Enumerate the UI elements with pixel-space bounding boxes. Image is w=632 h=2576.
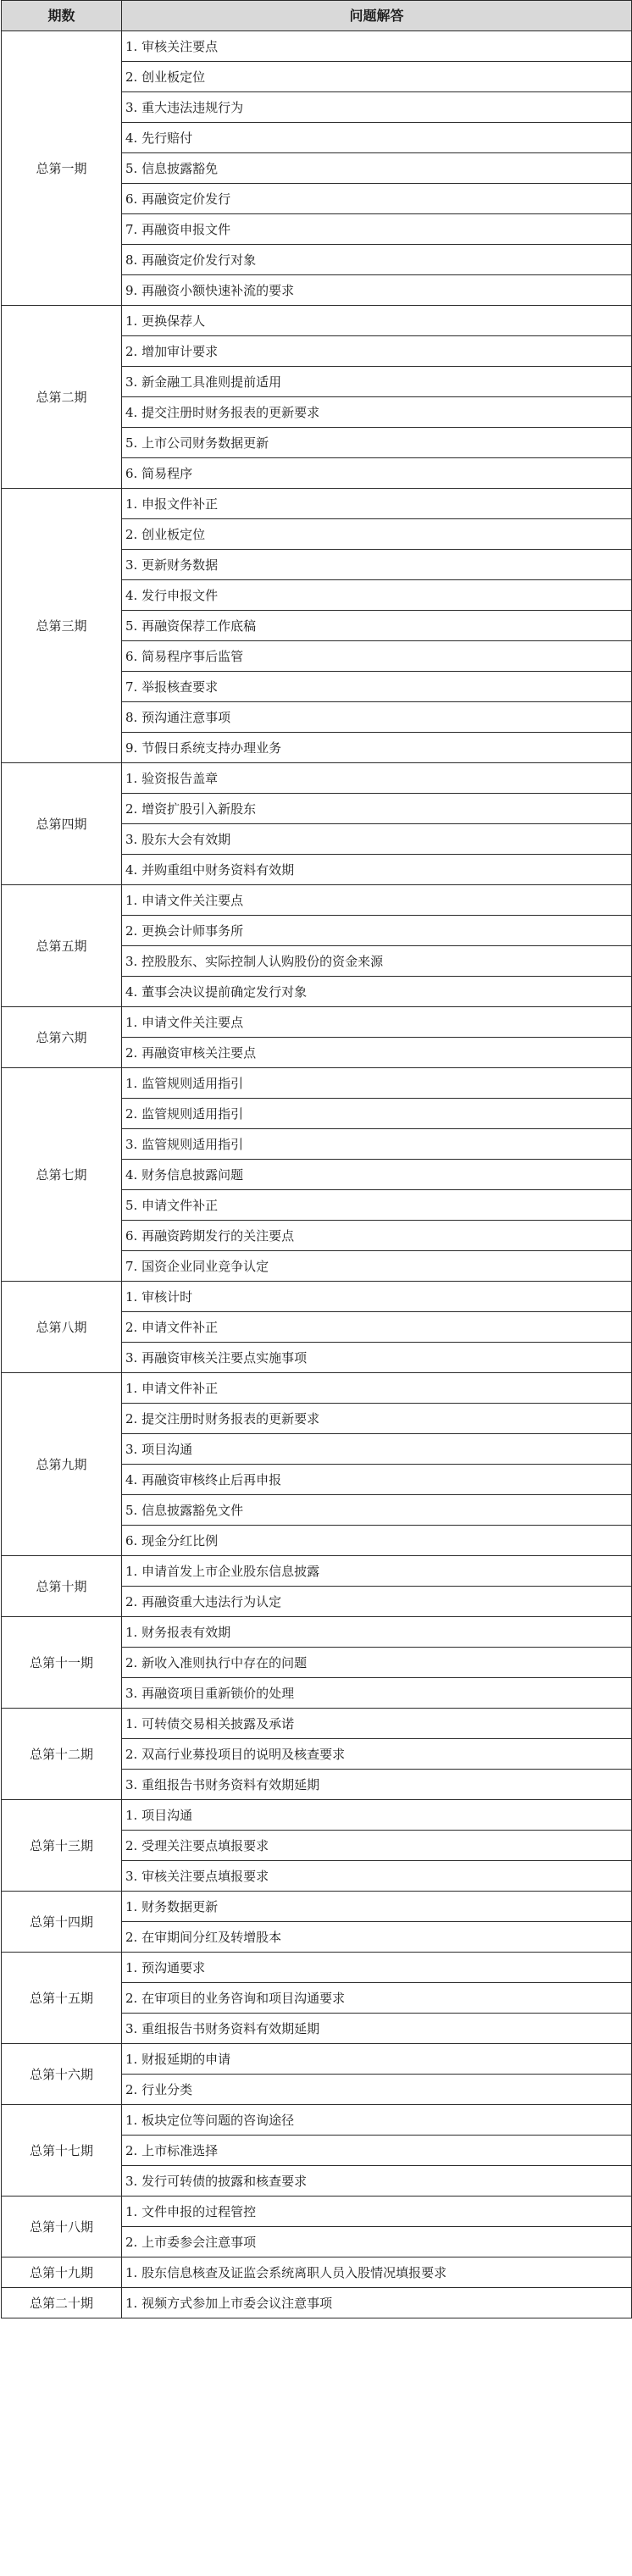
period-cell: 总第十五期 [2, 1953, 122, 2044]
answer-item: 2. 申请文件补正 [122, 1312, 632, 1343]
answer-item: 3. 重组报告书财务资料有效期延期 [122, 2014, 632, 2044]
answer-item: 2. 创业板定位 [122, 519, 632, 550]
answer-item: 3. 监管规则适用指引 [122, 1129, 632, 1160]
answer-item: 7. 国资企业同业竞争认定 [122, 1251, 632, 1282]
answer-item: 2. 受理关注要点填报要求 [122, 1831, 632, 1861]
period-cell: 总第十一期 [2, 1617, 122, 1709]
answer-item: 2. 再融资重大违法行为认定 [122, 1587, 632, 1617]
answer-item: 1. 审核关注要点 [122, 31, 632, 62]
answer-item: 3. 股东大会有效期 [122, 824, 632, 855]
header-row [2, 1, 632, 31]
answer-item: 2. 新收入准则执行中存在的问题 [122, 1648, 632, 1678]
answer-item: 3. 新金融工具准则提前适用 [122, 367, 632, 397]
answer-item: 3. 控股股东、实际控制人认购股份的资金来源 [122, 946, 632, 977]
period-cell: 总第二期 [2, 306, 122, 489]
answer-item: 3. 再融资项目重新锁价的处理 [122, 1678, 632, 1709]
period-cell: 总第十七期 [2, 2105, 122, 2197]
table-row [2, 31, 632, 62]
answer-item: 1. 更换保荐人 [122, 306, 632, 336]
answer-item: 1. 申请首发上市企业股东信息披露 [122, 1556, 632, 1587]
answer-item: 1. 验资报告盖章 [122, 763, 632, 794]
table-row [2, 1953, 632, 1983]
table-row [2, 1373, 632, 1404]
answer-item: 3. 审核关注要点填报要求 [122, 1861, 632, 1892]
answer-item: 1. 股东信息核查及证监会系统离职人员入股情况填报要求 [122, 2257, 632, 2288]
table-row [2, 2044, 632, 2075]
answer-item: 2. 提交注册时财务报表的更新要求 [122, 1404, 632, 1434]
answer-item: 1. 审核计时 [122, 1282, 632, 1312]
answer-item: 1. 申报文件补正 [122, 489, 632, 519]
table-row [2, 763, 632, 794]
answer-item: 2. 创业板定位 [122, 62, 632, 92]
qa-table-body [2, 31, 632, 2318]
answer-item: 2. 监管规则适用指引 [122, 1099, 632, 1129]
table-row [2, 489, 632, 519]
table-row [2, 1892, 632, 1922]
period-cell: 总第七期 [2, 1068, 122, 1282]
answer-item: 2. 增资扩股引入新股东 [122, 794, 632, 824]
answer-item: 1. 财务报表有效期 [122, 1617, 632, 1648]
table-row [2, 2288, 632, 2318]
answer-item: 2. 再融资审核关注要点 [122, 1038, 632, 1068]
table-row [2, 1709, 632, 1739]
answer-item: 4. 再融资审核终止后再申报 [122, 1465, 632, 1495]
header-period: 期数 [2, 1, 122, 31]
answer-item: 1. 板块定位等问题的咨询途径 [122, 2105, 632, 2136]
answer-item: 3. 更新财务数据 [122, 550, 632, 580]
table-row [2, 306, 632, 336]
period-cell: 总第一期 [2, 31, 122, 306]
table-row [2, 1282, 632, 1312]
period-cell: 总第十六期 [2, 2044, 122, 2105]
answer-item: 3. 发行可转债的披露和核查要求 [122, 2166, 632, 2197]
answer-item: 2. 更换会计师事务所 [122, 916, 632, 946]
answer-item: 4. 财务信息披露问题 [122, 1160, 632, 1190]
table-row [2, 1007, 632, 1038]
answer-item: 1. 监管规则适用指引 [122, 1068, 632, 1099]
answer-item: 1. 申请文件关注要点 [122, 885, 632, 916]
period-cell: 总第十四期 [2, 1892, 122, 1953]
answer-item: 5. 上市公司财务数据更新 [122, 428, 632, 458]
period-cell: 总第十三期 [2, 1800, 122, 1892]
answer-item: 4. 董事会决议提前确定发行对象 [122, 977, 632, 1007]
answer-item: 1. 文件申报的过程管控 [122, 2197, 632, 2227]
table-row [2, 2257, 632, 2288]
table-row [2, 2105, 632, 2136]
answer-item: 4. 并购重组中财务资料有效期 [122, 855, 632, 885]
answer-item: 7. 举报核查要求 [122, 672, 632, 702]
answer-item: 6. 再融资定价发行 [122, 184, 632, 214]
period-cell: 总第十九期 [2, 2257, 122, 2288]
table-row [2, 1068, 632, 1099]
answer-item: 3. 重组报告书财务资料有效期延期 [122, 1770, 632, 1800]
answer-item: 1. 视频方式参加上市委会议注意事项 [122, 2288, 632, 2318]
answer-item: 1. 财务数据更新 [122, 1892, 632, 1922]
qa-table [1, 0, 632, 2318]
answer-item: 9. 再融资小额快速补流的要求 [122, 275, 632, 306]
answer-item: 4. 先行赔付 [122, 123, 632, 153]
period-cell: 总第四期 [2, 763, 122, 885]
period-cell: 总第三期 [2, 489, 122, 763]
header-answer: 问题解答 [122, 1, 632, 31]
answer-item: 1. 项目沟通 [122, 1800, 632, 1831]
answer-item: 2. 双高行业募投项目的说明及核查要求 [122, 1739, 632, 1770]
period-cell: 总第十期 [2, 1556, 122, 1617]
answer-item: 6. 现金分红比例 [122, 1526, 632, 1556]
table-row [2, 885, 632, 916]
period-cell: 总第九期 [2, 1373, 122, 1556]
answer-item: 7. 再融资申报文件 [122, 214, 632, 245]
table-row [2, 1556, 632, 1587]
table-row [2, 2197, 632, 2227]
table-row [2, 1800, 632, 1831]
period-cell: 总第十二期 [2, 1709, 122, 1800]
answer-item: 6. 再融资跨期发行的关注要点 [122, 1221, 632, 1251]
answer-item: 5. 信息披露豁免文件 [122, 1495, 632, 1526]
answer-item: 5. 信息披露豁免 [122, 153, 632, 184]
answer-item: 4. 发行申报文件 [122, 580, 632, 611]
answer-item: 2. 增加审计要求 [122, 336, 632, 367]
period-cell: 总第五期 [2, 885, 122, 1007]
period-cell: 总第六期 [2, 1007, 122, 1068]
answer-item: 9. 节假日系统支持办理业务 [122, 733, 632, 763]
answer-item: 1. 预沟通要求 [122, 1953, 632, 1983]
answer-item: 1. 可转债交易相关披露及承诺 [122, 1709, 632, 1739]
table-row [2, 1617, 632, 1648]
answer-item: 2. 上市标准选择 [122, 2136, 632, 2166]
answer-item: 2. 上市委参会注意事项 [122, 2227, 632, 2257]
answer-item: 1. 申请文件补正 [122, 1373, 632, 1404]
answer-item: 1. 财报延期的申请 [122, 2044, 632, 2075]
answer-item: 1. 申请文件关注要点 [122, 1007, 632, 1038]
answer-item: 3. 项目沟通 [122, 1434, 632, 1465]
answer-item: 8. 预沟通注意事项 [122, 702, 632, 733]
answer-item: 5. 再融资保荐工作底稿 [122, 611, 632, 641]
answer-item: 3. 重大违法违规行为 [122, 92, 632, 123]
period-cell: 总第八期 [2, 1282, 122, 1373]
answer-item: 2. 在审项目的业务咨询和项目沟通要求 [122, 1983, 632, 2014]
answer-item: 6. 简易程序 [122, 458, 632, 489]
answer-item: 4. 提交注册时财务报表的更新要求 [122, 397, 632, 428]
answer-item: 3. 再融资审核关注要点实施事项 [122, 1343, 632, 1373]
period-cell: 总第二十期 [2, 2288, 122, 2318]
answer-item: 2. 行业分类 [122, 2075, 632, 2105]
answer-item: 8. 再融资定价发行对象 [122, 245, 632, 275]
period-cell: 总第十八期 [2, 2197, 122, 2257]
answer-item: 2. 在审期间分红及转增股本 [122, 1922, 632, 1953]
answer-item: 6. 简易程序事后监管 [122, 641, 632, 672]
answer-item: 5. 申请文件补正 [122, 1190, 632, 1221]
